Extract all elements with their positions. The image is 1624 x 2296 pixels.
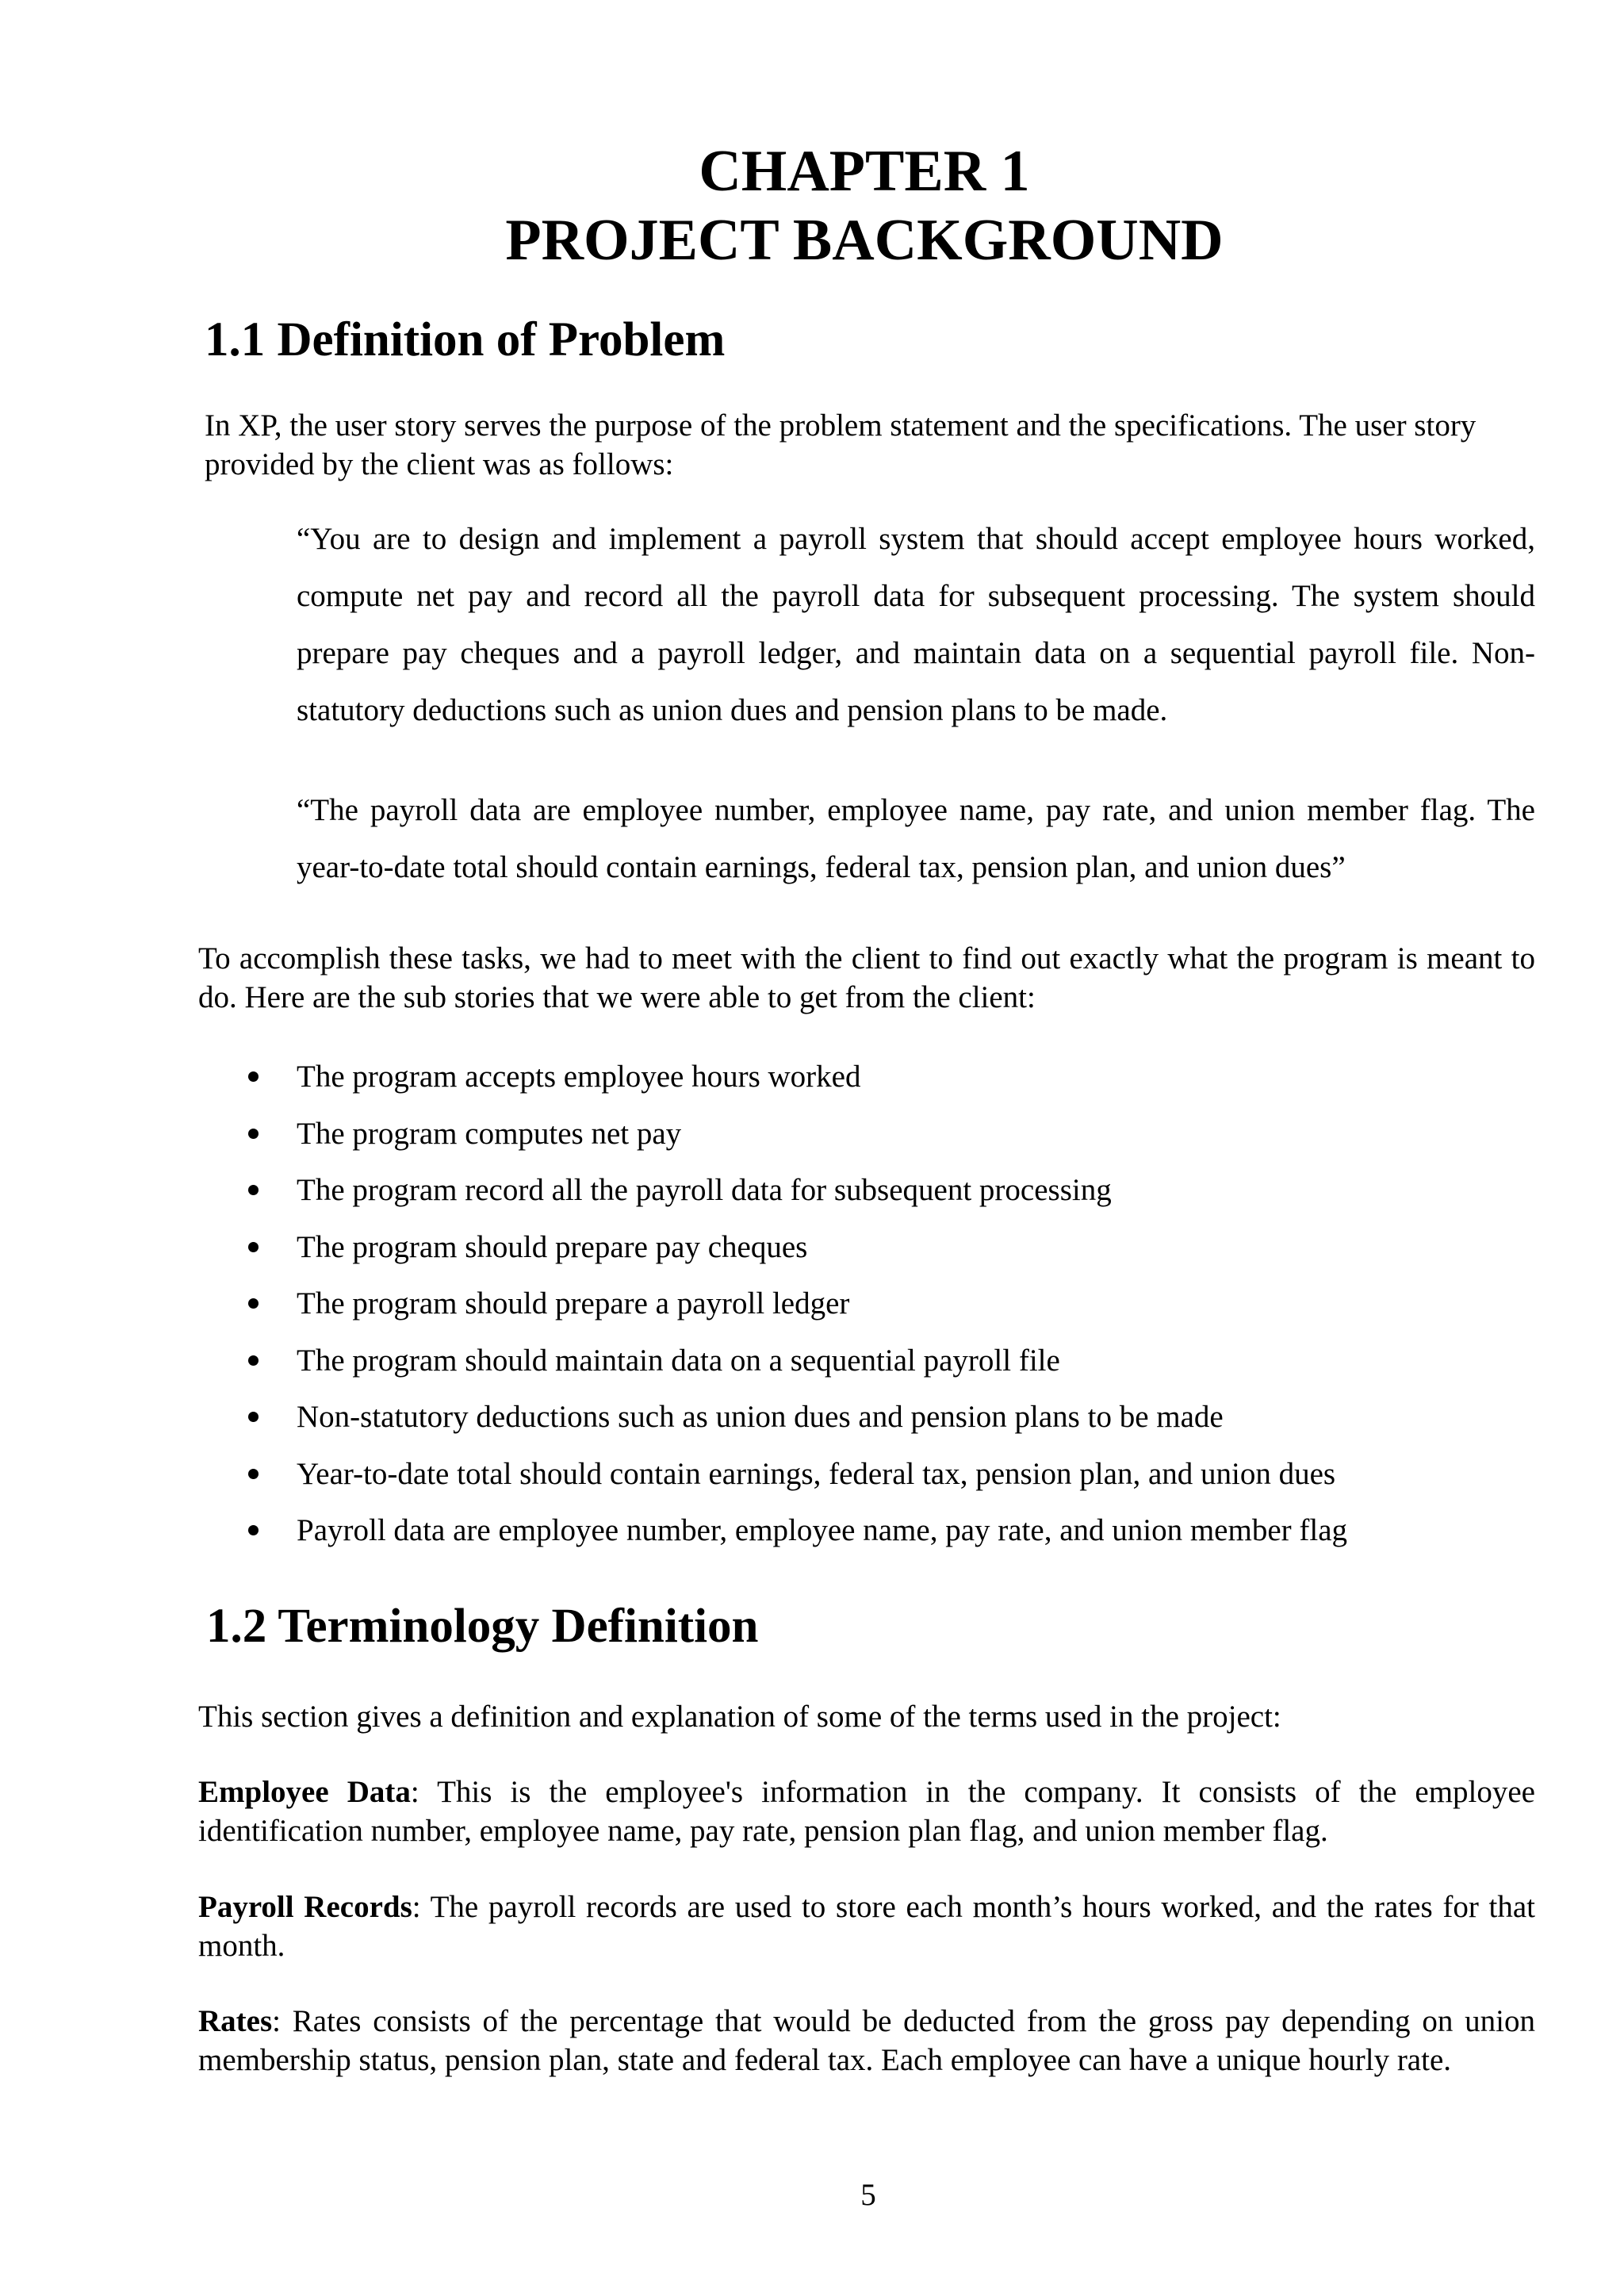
list-item (239, 1275, 1347, 1332)
term-definition: : Rates consists of the percentage that would be deducted from the gross pay depending on union membership status, pension plan, state and federal tax. Each employee can have a unique hourly rate. (198, 2004, 1535, 2077)
bullet-icon (248, 1355, 259, 1366)
list-item-text: The program record all the payroll data for subsequent processing (297, 1173, 1112, 1207)
list-item-text: Year-to-date total should contain earnings, federal tax, pension plan, and union dues (297, 1456, 1336, 1491)
list-item (239, 1219, 1347, 1276)
bullet-icon (248, 1525, 259, 1535)
list-item (239, 1389, 1347, 1446)
bullet-icon (248, 1298, 259, 1309)
section-heading-terminology-definition: 1.2 Terminology Definition (206, 1600, 759, 1653)
term-definition: : The payroll records are used to store each month’s hours worked, and the rates for that month. (198, 1890, 1536, 1963)
term-payroll-records (198, 1888, 1535, 1965)
term-name: Payroll Records (198, 1890, 412, 1924)
list-item-text: The program should maintain data on a sequential payroll file (297, 1343, 1060, 1378)
problem-intro-paragraph: In XP, the user story serves the purpose of the problem statement and the specifications. The user story provided by the client was as follows: (205, 408, 1477, 481)
list-item-text: The program should prepare pay cheques (297, 1229, 808, 1264)
list-item (239, 1106, 1347, 1163)
list-item (239, 1446, 1347, 1503)
bullet-icon (248, 1469, 259, 1479)
bullet-icon (248, 1185, 259, 1195)
bullet-icon (248, 1412, 259, 1422)
list-item (239, 1502, 1347, 1559)
page-number: 5 (860, 2178, 876, 2212)
list-item-text: Payroll data are employee number, employee name, pay rate, and union member flag (297, 1513, 1348, 1547)
list-item-text: The program accepts employee hours worked (297, 1060, 861, 1094)
chapter-title: PROJECT BACKGROUND (505, 208, 1224, 273)
term-definition: : This is the employee's information in the company. It consists of the employee identification number, employee name, pay rate, pension plan flag, and union member flag. (198, 1775, 1535, 1848)
term-employee-data (198, 1773, 1535, 1850)
list-item-text: Non-statutory deductions such as union dues and pension plans to be made (297, 1400, 1224, 1434)
list-item (239, 1048, 1347, 1106)
section-heading-definition-of-problem: 1.1 Definition of Problem (205, 313, 726, 366)
terminology-intro-paragraph: This section gives a definition and explanation of some of the terms used in the project: (198, 1700, 1281, 1734)
bullet-icon (248, 1242, 259, 1252)
list-item-text: The program should prepare a payroll ledger (297, 1286, 850, 1320)
chapter-number: CHAPTER 1 (699, 139, 1030, 204)
bullet-icon (248, 1129, 259, 1139)
term-name: Rates (198, 2004, 273, 2038)
term-rates (198, 2002, 1535, 2079)
list-item-text: The program computes net pay (297, 1116, 682, 1151)
user-story-quote-1: “You are to design and implement a payroll system that should accept employee hours worked, compute net pay and record all the payroll data for subsequent processing. The system should prepare pay cheques and a payroll ledger, and maintain data on a sequential payroll file. Non-statutory deductions such as union dues and pension plans to be made. (297, 522, 1535, 727)
bullet-icon (248, 1071, 259, 1082)
list-item (239, 1162, 1347, 1219)
user-story-quote-2: “The payroll data are employee number, employee name, pay rate, and union member flag. The year-to-date total should contain earnings, federal tax, pension plan, and union dues” (297, 793, 1535, 884)
sub-stories-list (239, 1048, 1347, 1559)
term-name: Employee Data (198, 1775, 411, 1809)
accomplish-paragraph: To accomplish these tasks, we had to meet with the client to find out exactly what the program is meant to do. Here are the sub stories that we were able to get from the client: (198, 941, 1535, 1014)
list-item (239, 1332, 1347, 1389)
